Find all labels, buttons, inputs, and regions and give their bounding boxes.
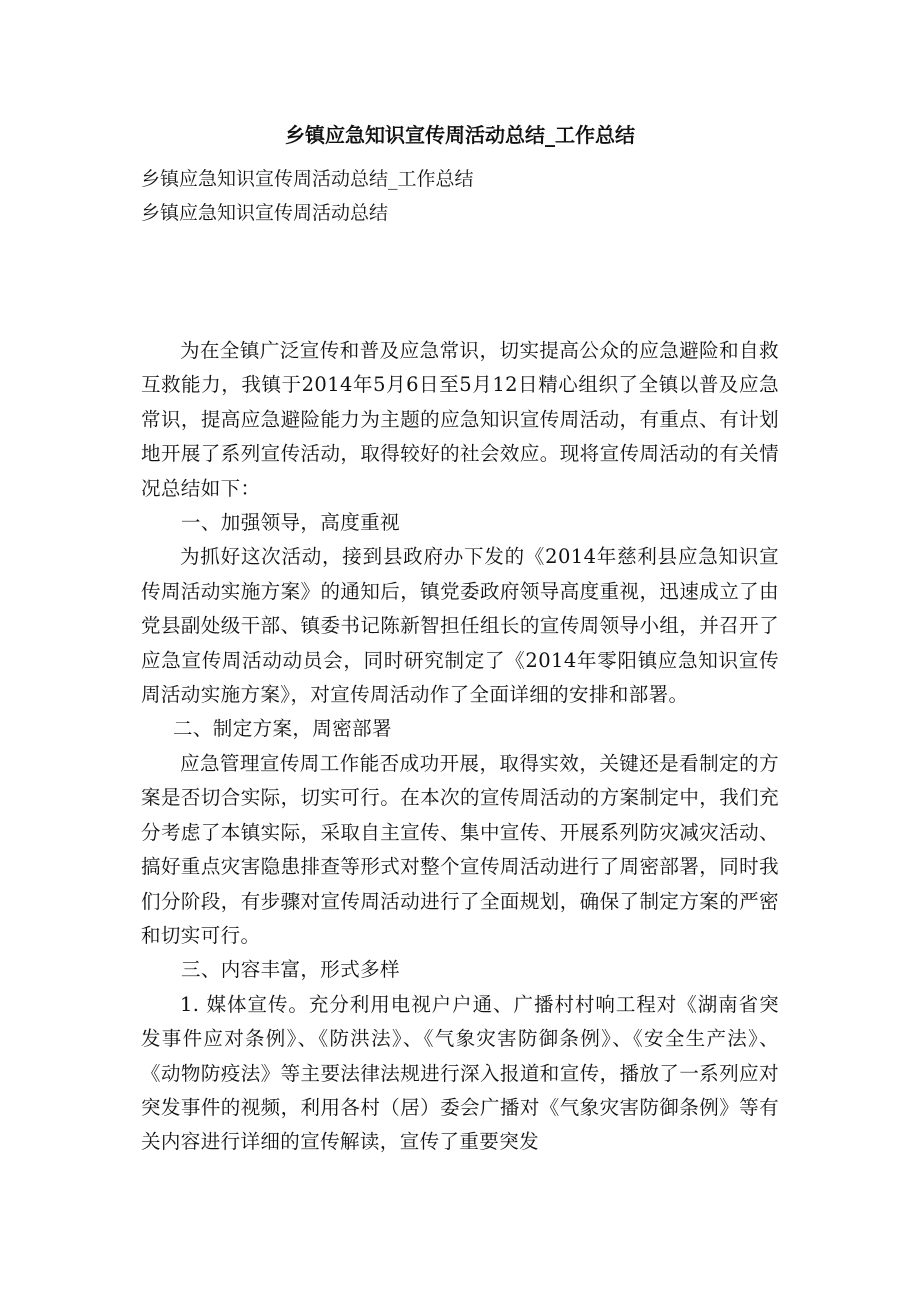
section-heading-2: 二、制定方案，周密部署 (173, 717, 392, 741)
document-body (141, 334, 779, 1160)
paragraph-intro: 为在全镇广泛宣传和普及应急常识，切实提高公众的应急避险和自救互救能力，我镇于2014年5月6日至5月12日精心组织了全镇以普及应急常识，提高应急避险能力为主题的应急知识宣传周活动，有重点、有计划地开展了系列宣传活动，取得较好的社会效应。现将宣传周活动的有关情况总结如下： (141, 339, 779, 500)
document-subtitle-2: 乡镇应急知识宣传周活动总结 (141, 202, 389, 224)
paragraph-section-2: 应急管理宣传周工作能否成功开展，取得实效，关键还是看制定的方案是否切合实际，切实可行。在本次的宣传周活动的方案制定中，我们充分考虑了本镇实际，采取自主宣传、集中宣传、开展系列防灾减灾活动、搞好重点灾害隐患排查等形式对整个宣传周活动进行了周密部署，同时我们分阶段，有步骤对宣传周活动进行了全面规划，确保了制定方案的严密和切实可行。 (141, 751, 779, 947)
paragraph-section-1: 为抓好这次活动，接到县政府办下发的《2014年慈利县应急知识宣传周活动实施方案》的通知后，镇党委政府领导高度重视，迅速成立了由党县副处级干部、镇委书记陈新智担任组长的宣传周领导小组，并召开了应急宣传周活动动员会，同时研究制定了《2014年零阳镇应急知识宣传周活动实施方案》，对宣传周活动作了全面详细的安排和部署。 (141, 545, 779, 707)
section-heading-3: 三、内容丰富，形式多样 (181, 958, 400, 982)
paragraph-section-3: 1. 媒体宣传。充分利用电视户户通、广播村村响工程对《湖南省突发事件应对条例》、《防洪法》、《气象灾害防御条例》、《安全生产法》、《动物防疫法》等主要法律法规进行深入报道和宣传，播放了一系列应对突发事件的视频，利用各村（居）委会广播对《气象灾害防御条例》等有关内容进行详细的宣传解读，宣传了重要突发 (141, 992, 779, 1154)
document-title: 乡镇应急知识宣传周活动总结_工作总结 (285, 123, 635, 147)
section-heading-1: 一、加强领导，高度重视 (181, 511, 400, 535)
document-subtitle-1: 乡镇应急知识宣传周活动总结_工作总结 (141, 168, 474, 190)
